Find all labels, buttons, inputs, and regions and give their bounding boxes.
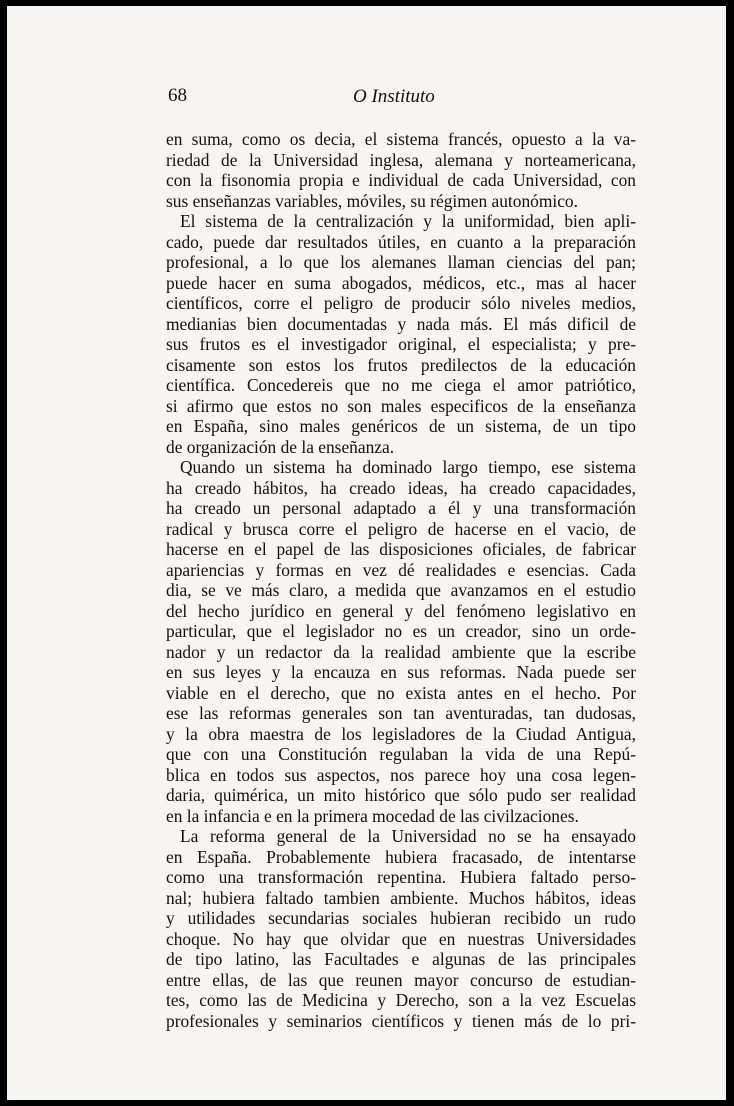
body-text: [166, 129, 636, 1031]
text-line: El sistema de la centralización y la uniformidad, bien apli-: [180, 211, 636, 231]
text-line: nal; hubiera faltado tambien ambiente. Muchos hábitos, ideas: [166, 887, 636, 908]
text-line: medianias bien documentadas y nada más. El más dificil de: [166, 313, 636, 334]
text-line: en España, sino males genéricos de un sistema, de un tipo: [166, 416, 636, 436]
text-line: en España. Probablemente hubiera fracasado, de intentarse: [166, 846, 636, 867]
text-line: profesional, a lo que los alemanes llaman ciencias del pan;: [166, 252, 636, 272]
text-line: particular, que el legislador no es un creador, sino un orde-: [166, 621, 636, 641]
text-line: viable en el derecho, que no exista antes en el hecho. Por: [166, 682, 636, 703]
text-line: radical y brusca corre el peligro de hacerse en el vacio, de: [166, 518, 636, 539]
text-line: blica en todos sus aspectos, nos parece hoy una cosa legen-: [166, 764, 636, 785]
text-line: riedad de la Universidad inglesa, alemana y norteamericana,: [166, 149, 636, 170]
text-line: que con una Constitución regulaban la vida de una Repú-: [166, 744, 636, 764]
text-line: La reforma general de la Universidad no se ha ensayado: [180, 826, 636, 846]
text-line: ha creado un personal adaptado a él y una transformación: [166, 498, 636, 518]
text-line: si afirmo que estos no son males especificos de la enseñanza: [166, 395, 636, 416]
text-line: ha creado hábitos, ha creado ideas, ha creado capacidades,: [166, 477, 636, 498]
text-line: científica. Concedereis que no me ciega el amor patriótico,: [166, 375, 636, 395]
running-title: O Instituto: [353, 86, 435, 107]
text-line: y utilidades secundarias sociales hubieran recibido un rudo: [166, 908, 636, 928]
text-line: del hecho jurídico en general y del fenómeno legislativo en: [166, 600, 636, 621]
text-line: choque. No hay que olvidar que en nuestras Universidades: [166, 928, 636, 949]
text-line: puede hacer en suma abogados, médicos, etc., mas al hacer: [166, 272, 636, 293]
text-line: cado, puede dar resultados útiles, en cuanto a la preparación: [166, 231, 636, 252]
text-line: sus enseñanzas variables, móviles, su régimen autonómico.: [166, 190, 578, 211]
page-header: [168, 85, 636, 113]
text-line: científicos, corre el peligro de producir sólo niveles medios,: [166, 293, 636, 313]
text-line: profesionales y seminarios científicos y tienen más de lo pri-: [166, 1010, 636, 1031]
text-line: Quando un sistema ha dominado largo tiempo, ese sistema: [180, 457, 636, 477]
text-line: de tipo latino, las Facultades e algunas de las principales: [166, 949, 636, 969]
text-line: hacerse en el papel de las disposiciones oficiales, de fabricar: [166, 539, 636, 559]
text-line: en sus leyes y la encauza en sus reformas. Nada puede ser: [166, 662, 636, 682]
text-line: sus frutos es el investigador original, el especialista; y pre-: [166, 334, 636, 354]
text-line: daria, quimérica, un mito histórico que sólo pudo ser realidad: [166, 785, 636, 805]
text-line: nador y un redactor da la realidad ambiente que la escribe: [166, 641, 636, 662]
text-line: de organización de la enseñanza.: [166, 436, 395, 457]
text-line: cisamente son estos los frutos predilectos de la educación: [166, 354, 636, 375]
text-line: entre ellas, de las que reunen mayor concurso de estudian-: [166, 969, 636, 990]
text-line: en suma, como os decia, el sistema francés, opuesto a la va-: [166, 129, 636, 149]
text-line: tes, como las de Medicina y Derecho, son a la vez Escuelas: [166, 990, 636, 1010]
book-page: [7, 6, 726, 1100]
text-line: dia, se ve más claro, a medida que avanzamos en el estudio: [166, 580, 636, 600]
text-line: con la fisonomia propia e individual de cada Universidad, con: [166, 170, 636, 190]
page-number: 68: [168, 85, 187, 106]
text-line: como una transformación repentina. Hubiera faltado perso-: [166, 867, 636, 887]
text-line: ese las reformas generales son tan aventuradas, tan dudosas,: [166, 703, 636, 723]
text-line: y la obra maestra de los legisladores de la Ciudad Antigua,: [166, 723, 636, 744]
text-line: apariencias y formas en vez dé realidades e esencias. Cada: [166, 559, 636, 580]
text-line: en la infancia e en la primera mocedad de las civilzaciones.: [166, 805, 579, 826]
